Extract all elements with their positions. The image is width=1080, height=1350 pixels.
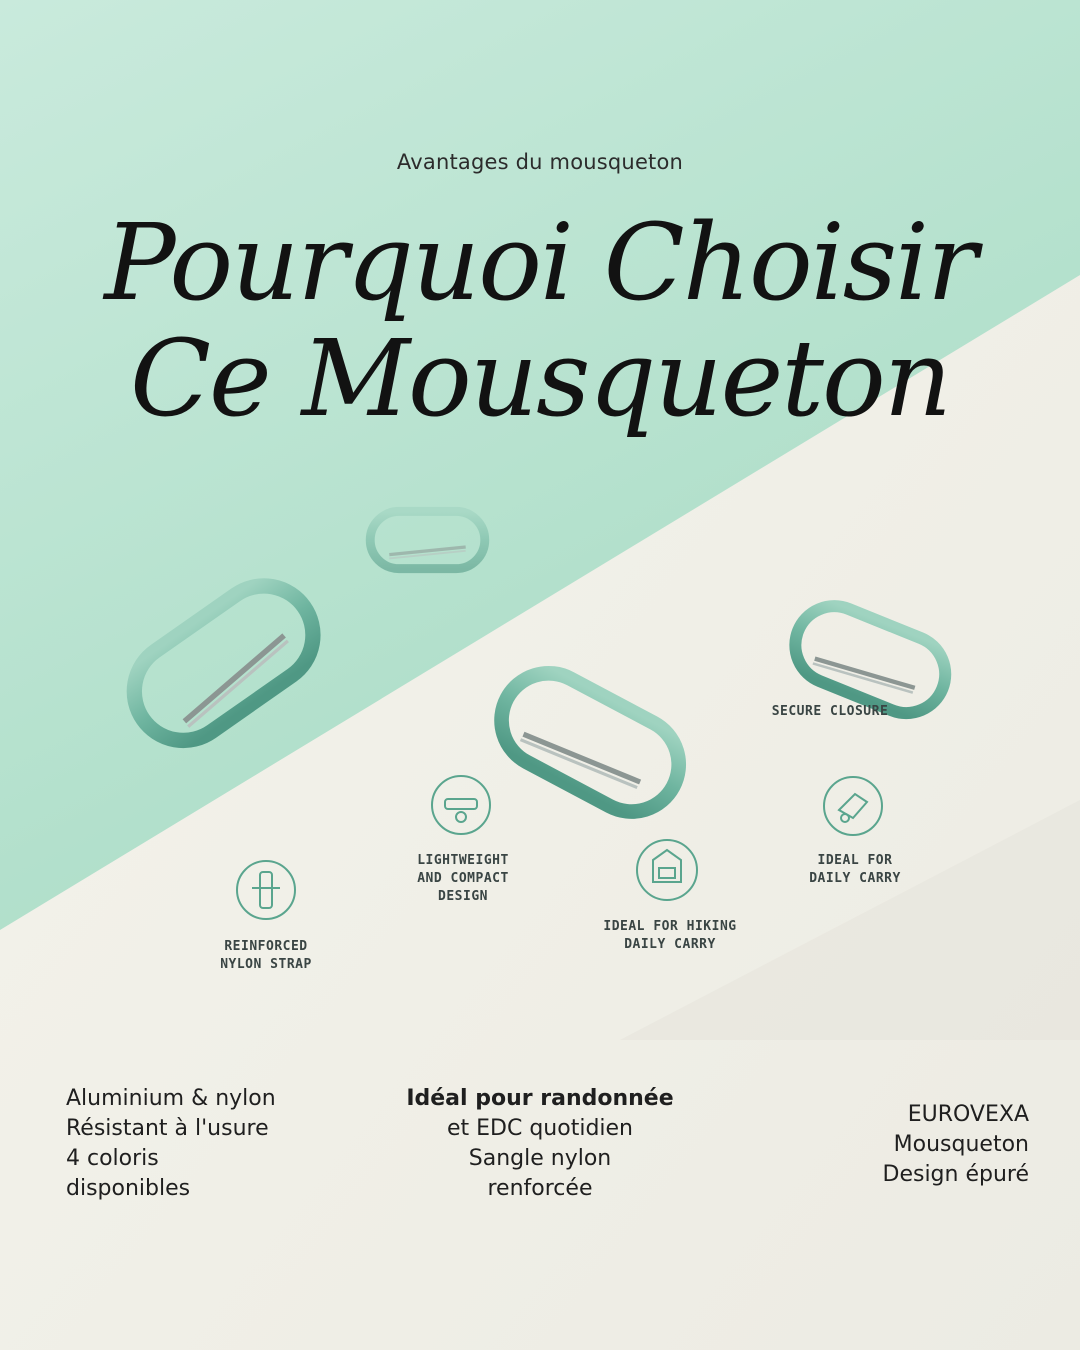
spec-line: Aluminium & nylon bbox=[66, 1086, 276, 1111]
eyebrow-text: Avantages du mousqueton bbox=[396, 150, 684, 174]
specs-column-left bbox=[66, 1084, 276, 1204]
brand-line: Design épuré bbox=[882, 1162, 1029, 1187]
headline-line-1: Pourquoi Choisir bbox=[104, 201, 976, 324]
feature-label-hiking: IDEAL FOR HIKING DAILY CARRY bbox=[603, 919, 737, 952]
spec-line: Résistant à l'usure bbox=[66, 1116, 269, 1141]
feature-label-nylon-strap: REINFORCED NYLON STRAP bbox=[220, 939, 312, 972]
brand-name: EUROVEXA bbox=[907, 1102, 1029, 1127]
headline-line-2: Ce Mousqueton bbox=[129, 317, 951, 440]
carabiner-center bbox=[485, 657, 695, 828]
feature-label-daily-carry: IDEAL FOR DAILY CARRY bbox=[809, 853, 901, 886]
usage-column-middle bbox=[340, 1084, 740, 1204]
brand-column-right bbox=[883, 1100, 1030, 1190]
usage-line: et EDC quotidien bbox=[446, 1116, 633, 1141]
nylon-strap-icon bbox=[237, 861, 295, 919]
lightweight-icon bbox=[432, 776, 490, 834]
feature-label-secure-closure: SECURE CLOSURE bbox=[771, 704, 889, 719]
product-illustration bbox=[0, 480, 1080, 1020]
usage-line: renforcée bbox=[487, 1176, 593, 1201]
carabiner-top bbox=[370, 511, 485, 568]
spec-line: 4 coloris bbox=[66, 1146, 159, 1171]
hiking-icon bbox=[637, 840, 697, 900]
brand-line: Mousqueton bbox=[893, 1132, 1029, 1157]
spec-line: disponibles bbox=[66, 1176, 191, 1201]
usage-line-strong: Idéal pour randonnée bbox=[406, 1086, 674, 1111]
feature-label-lightweight: LIGHTWEIGHT AND COMPACT DESIGN bbox=[417, 853, 509, 904]
daily-carry-icon bbox=[824, 777, 882, 835]
carabiner-left bbox=[115, 567, 332, 760]
headline bbox=[0, 201, 1080, 440]
usage-line: Sangle nylon bbox=[468, 1146, 612, 1171]
